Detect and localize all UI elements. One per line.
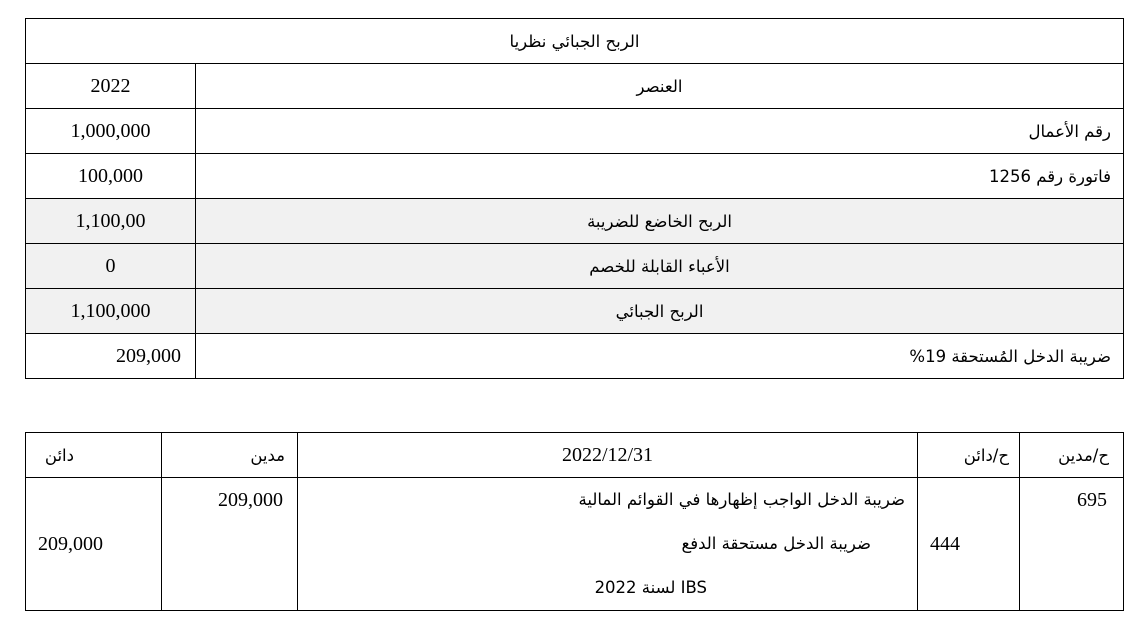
table-row	[26, 109, 1124, 154]
row-label: ضريبة الدخل المُستحقة 19%	[196, 334, 1124, 379]
row-value: 1,100,000	[26, 289, 196, 334]
row-value: 0	[26, 244, 196, 289]
debit-account-header: ح/مدين	[1020, 433, 1124, 478]
table-row	[26, 244, 1124, 289]
header-row	[26, 64, 1124, 109]
row-label: الربح الخاضع للضريبة	[196, 199, 1124, 244]
table-title: الربح الجبائي نظريا	[26, 19, 1124, 64]
credit-account-header: ح/دائن	[918, 433, 1020, 478]
row-value: 100,000	[26, 154, 196, 199]
credit-header: دائن	[26, 433, 162, 478]
description-cell	[298, 478, 918, 611]
debit-amount-cell	[162, 478, 298, 611]
row-value: 1,100,00	[26, 199, 196, 244]
credit-account-number: 444	[930, 533, 960, 555]
date-header: 2022/12/31	[298, 433, 918, 478]
journal-entry-row	[26, 478, 1124, 611]
debit-header: مدين	[162, 433, 298, 478]
credit-amount: 209,000	[38, 533, 103, 555]
description-line-3: IBS لسنة 2022	[594, 578, 707, 597]
debit-amount: 209,000	[218, 489, 283, 511]
tax-profit-table	[25, 18, 1124, 379]
debit-account-cell	[1020, 478, 1124, 611]
row-label: الربح الجبائي	[196, 289, 1124, 334]
row-label: رقم الأعمال	[196, 109, 1124, 154]
table-row	[26, 334, 1124, 379]
row-value: 1,000,000	[26, 109, 196, 154]
debit-account-number: 695	[1077, 489, 1107, 511]
row-label: فاتورة رقم 1256	[196, 154, 1124, 199]
description-line-1: ضريبة الدخل الواجب إظهارها في القوائم المالية	[578, 490, 905, 509]
credit-amount-cell	[26, 478, 162, 611]
year-header: 2022	[26, 64, 196, 109]
title-row	[26, 19, 1124, 64]
journal-entry-table	[25, 432, 1124, 611]
journal-header-row	[26, 433, 1124, 478]
credit-account-cell	[918, 478, 1020, 611]
description-line-2: ضريبة الدخل مستحقة الدفع	[681, 534, 871, 553]
item-header: العنصر	[196, 64, 1124, 109]
row-value: 209,000	[26, 334, 196, 379]
table-row	[26, 199, 1124, 244]
table-row	[26, 154, 1124, 199]
row-label: الأعباء القابلة للخصم	[196, 244, 1124, 289]
table-row	[26, 289, 1124, 334]
